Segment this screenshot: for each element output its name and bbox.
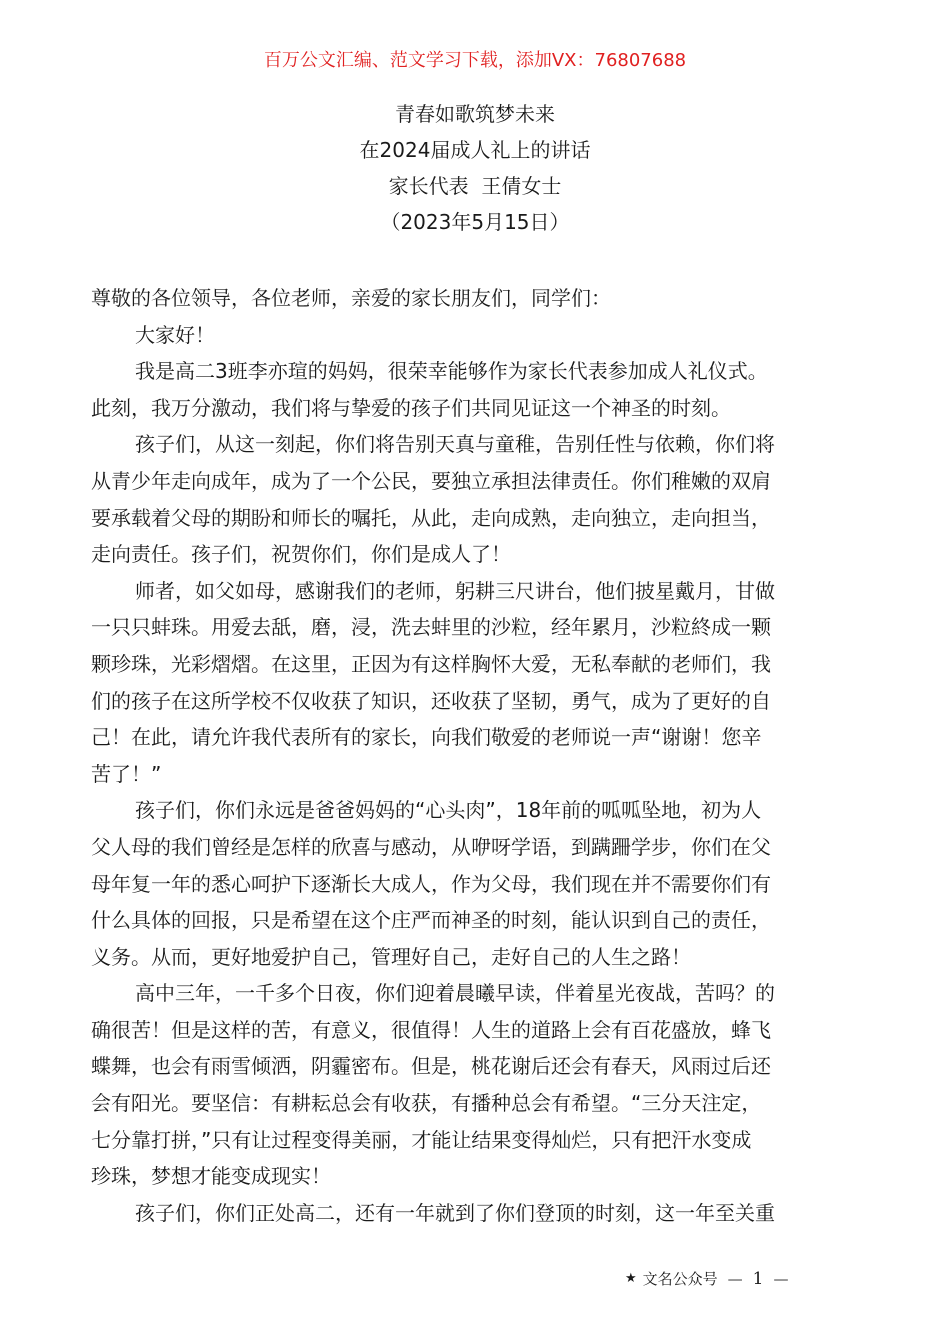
text-line: 会有阳光。要坚信：有耕耘总会有收获，有播种总会有希望。“三分天注定， [91,1091,762,1116]
text-line: 孩子们，你们永远是爸爸妈妈的“心头肉”，18年前的呱呱坠地，初为人 [135,798,762,823]
speaker-line: 家长代表 王倩女士 [388,174,562,198]
text-line: 从青少年走向成年，成为了一个公民，要独立承担法律责任。你们稚嫩的双肩 [91,468,771,493]
text-line: 此刻，我万分激动，我们将与挚爱的孩子们共同见证这一个神圣的时刻。 [91,395,731,420]
text-line: 大家好！ [135,322,215,347]
text-line: 孩子们，你们正处高二，还有一年就到了你们登顶的时刻，这一年至关重 [135,1200,775,1225]
text-line: 苦了！” [91,761,162,786]
text-line: 高中三年，一千多个日夜，你们迎着晨曦早读，伴着星光夜战，苦吗？的 [135,981,775,1006]
text-line: 确很苦！但是这样的苦，有意义，很值得！人生的道路上会有百花盛放，蜂飞 [91,1017,771,1042]
text-line: 蝶舞，也会有雨雪倾洒，阴霾密布。但是，桃花谢后还会有春天，风雨过后还 [91,1054,771,1079]
text-line: 尊敬的各位领导，各位老师，亲爱的家长朋友们，同学们： [91,286,611,310]
date-line: （2023年5月15日） [380,210,570,234]
footer-source: 文名公众号 [642,1270,718,1288]
speech-body [91,280,871,1231]
text-line: 母年复一年的悉心呵护下逐渐长大成人，作为父母，我们现在并不需要你们有 [91,871,771,896]
text-line: 己！在此，请允许我代表所有的家长，向我们敬爱的老师说一声“谢谢！您辛 [91,725,762,750]
page-footer [625,1268,799,1289]
star-icon: ★ [625,1271,637,1286]
text-line: 一只只蚌珠。用爱去舐，磨，浸，洗去蚌里的沙粒，经年累月，沙粒終成一颗 [91,615,771,640]
text-line: 我是高二3班李亦瑄的妈妈，很荣幸能够作为家长代表参加成人礼仪式。 [135,359,768,384]
download-banner: 百万公文汇编、范文学习下载，添加VX：76807688 [263,50,687,71]
text-line: 走向责任。孩子们，祝贺你们，你们是成人了！ [91,542,511,567]
text-line: 七分靠打拼，”只有让过程变得美丽，才能让结果变得灿烂，只有把汗水变成 [91,1127,752,1152]
text-line: 要承载着父母的期盼和师长的嘱托，从此，走向成熟，走向独立，走向担当， [91,505,771,530]
page-number: 1 [752,1268,764,1289]
document-subtitle: 在2024届成人礼上的讲话 [359,138,591,162]
text-line: 珍珠，梦想才能变成现实！ [91,1164,331,1189]
text-line: 颗珍珠，光彩熠熠。在这里，正因为有这样胸怀大爱，无私奉献的老师们，我 [91,651,771,676]
text-line: 义务。从而，更好地爱护自己，管理好自己，走好自己的人生之路！ [91,944,691,969]
text-line: 师者，如父如母，感谢我们的老师，躬耕三尺讲台，他们披星戴月，甘做 [135,578,775,603]
footer-dash-left: — [727,1269,743,1288]
footer-dash-right: — [773,1269,789,1288]
text-line: 父人母的我们曾经是怎样的欣喜与感动，从咿呀学语，到蹒跚学步，你们在父 [91,834,771,859]
text-line: 什么具体的回报，只是希望在这个庄严而神圣的时刻，能认识到自己的责任， [91,908,771,933]
document-title: 青春如歌筑梦未来 [395,102,555,126]
title-block [0,96,950,240]
text-line: 们的孩子在这所学校不仅收获了知识，还收获了坚韧，勇气，成为了更好的自 [91,688,771,713]
text-line: 孩子们，从这一刻起，你们将告别天真与童稚，告别任性与依赖，你们将 [135,432,775,457]
